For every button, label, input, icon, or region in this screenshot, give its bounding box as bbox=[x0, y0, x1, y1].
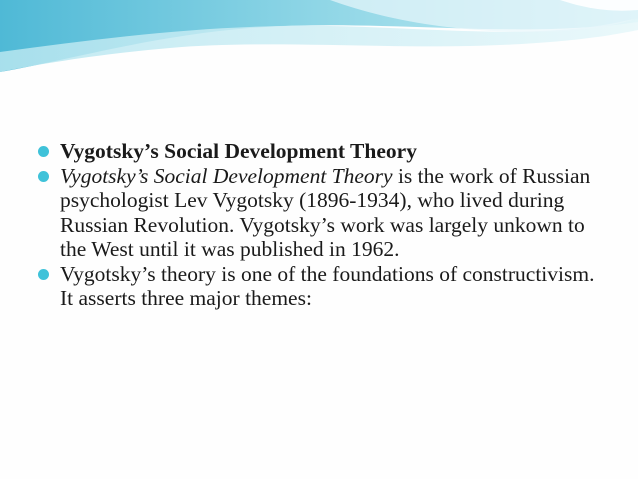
slide-content bbox=[38, 139, 598, 311]
bullet-themes-text: Vygotsky’s theory is one of the foundations of constructivism. It asserts three major themes: bbox=[60, 261, 595, 310]
bullet-description-italic: Vygotsky’s Social Development Theory bbox=[60, 163, 393, 188]
bullet-dot-icon bbox=[38, 269, 49, 280]
bullet-dot-icon bbox=[38, 146, 49, 157]
bullet-description-text: is the work of Russian psychologist Lev Vygotsky (1896-1934), who lived during Russian Revolution. Vygotsky’s work was largely unkown to the West until it was published in 1962. bbox=[60, 163, 591, 261]
bullet-dot-icon bbox=[38, 171, 49, 182]
bullet-themes bbox=[38, 262, 598, 311]
bullet-title bbox=[38, 139, 598, 164]
bullet-description bbox=[38, 164, 598, 262]
header-wave-decoration bbox=[0, 0, 638, 80]
bullet-title-text: Vygotsky’s Social Development Theory bbox=[60, 139, 417, 163]
